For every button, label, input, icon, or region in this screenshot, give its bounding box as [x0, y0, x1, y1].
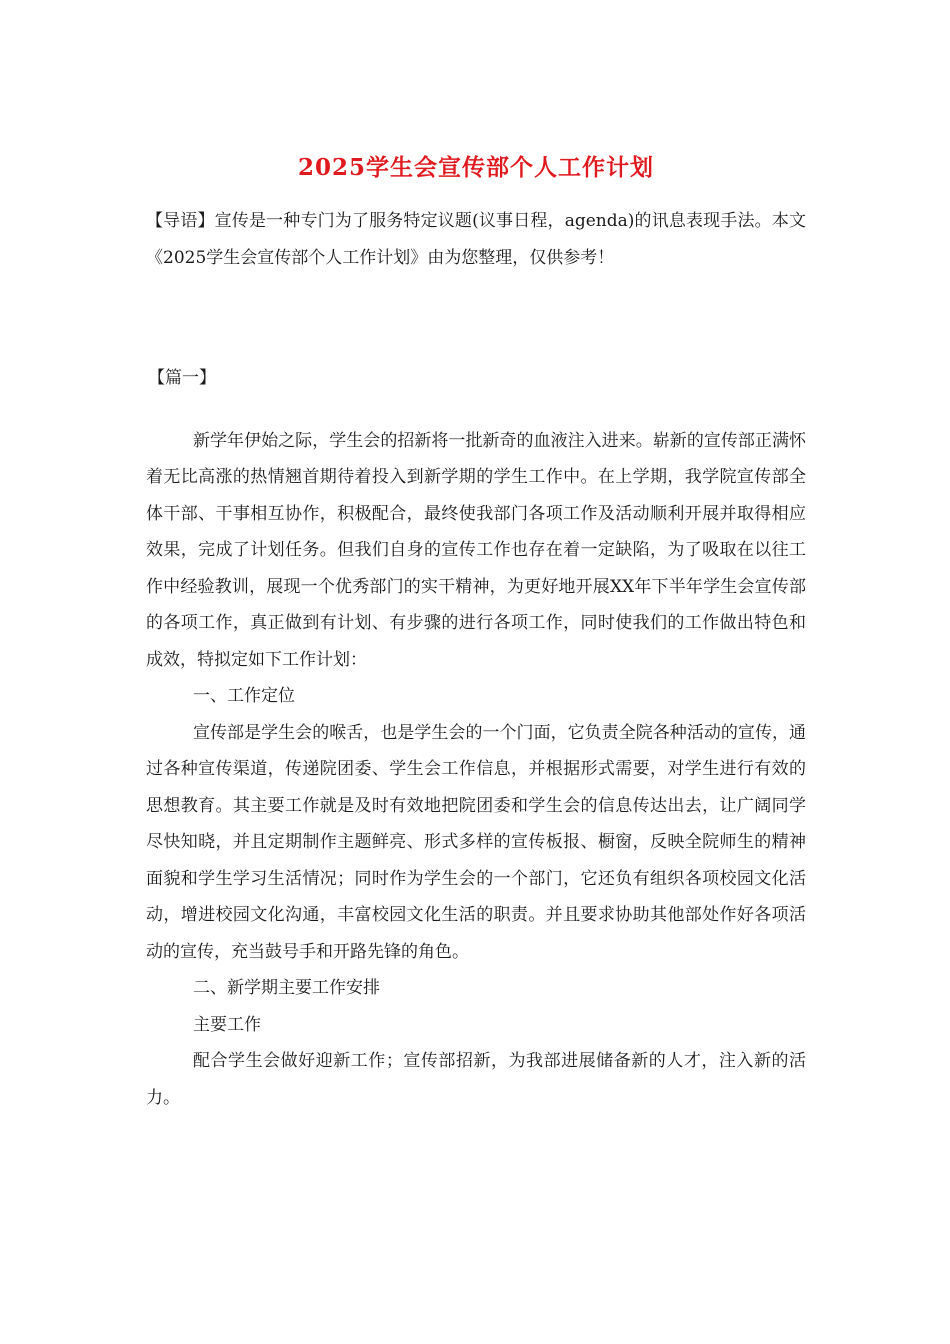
heading-work-arrangement: 二、新学期主要工作安排 — [193, 978, 380, 998]
lead-paragraph: 【导语】宣传是一种专门为了服务特定议题(议事日程，agenda)的讯息表现手法。本文《2025学生会宣传部个人工作计划》由为您整理，仅供参考！ — [146, 211, 806, 268]
heading-work-positioning: 一、工作定位 — [193, 686, 295, 706]
section-label: 【篇一】 — [148, 368, 216, 388]
body-paragraph-intro: 新学年伊始之际，学生会的招新将一批新奇的血液注入进来。崭新的宣传部正满怀着无比高涨的热情翘首期待着投入到新学期的学生工作中。在上学期，我学院宣传部全体干部、干事相互协作，积极配合，最终使我部门各项工作及活动顺利开展并取得相应效果，完成了计划任务。但我们自身的宣传工作也存在着一定缺陷，为了吸取在以往工作中经验教训，展现一个优秀部门的实干精神，为更好地开展XX年下半年学生会宣传部的各项工作，真正做到有计划、有步骤的进行各项工作，同时使我们的工作做出特色和成效，特拟定如下工作计划： — [146, 430, 806, 670]
document-title: 2025学生会宣传部个人工作计划 — [297, 154, 654, 181]
document-page — [146, 150, 806, 1116]
body-paragraph-main-work: 配合学生会做好迎新工作；宣传部招新，为我部进展储备新的人才，注入新的活力。 — [146, 1051, 806, 1108]
spacer — [146, 276, 806, 360]
body-paragraph-positioning: 宣传部是学生会的喉舌，也是学生会的一个门面，它负责全院各种活动的宣传，通过各种宣传渠道，传递院团委、学生会工作信息，并根据形式需要，对学生进行有效的思想教育。其主要工作就是及时有效地把院团委和学生会的信息传达出去，让广阔同学尽快知晓，并且定期制作主题鲜亮、形式多样的宣传板报、橱窗，反映全院师生的精神面貌和学生学习生活情况；同时作为学生会的一个部门，它还负有组织各项校园文化活动，增进校园文化沟通，丰富校园文化生活的职责。并且要求协助其他部处作好各项活动的宣传，充当鼓号手和开路先锋的角色。 — [146, 722, 806, 962]
heading-main-work: 主要工作 — [193, 1014, 261, 1035]
spacer — [146, 397, 806, 423]
